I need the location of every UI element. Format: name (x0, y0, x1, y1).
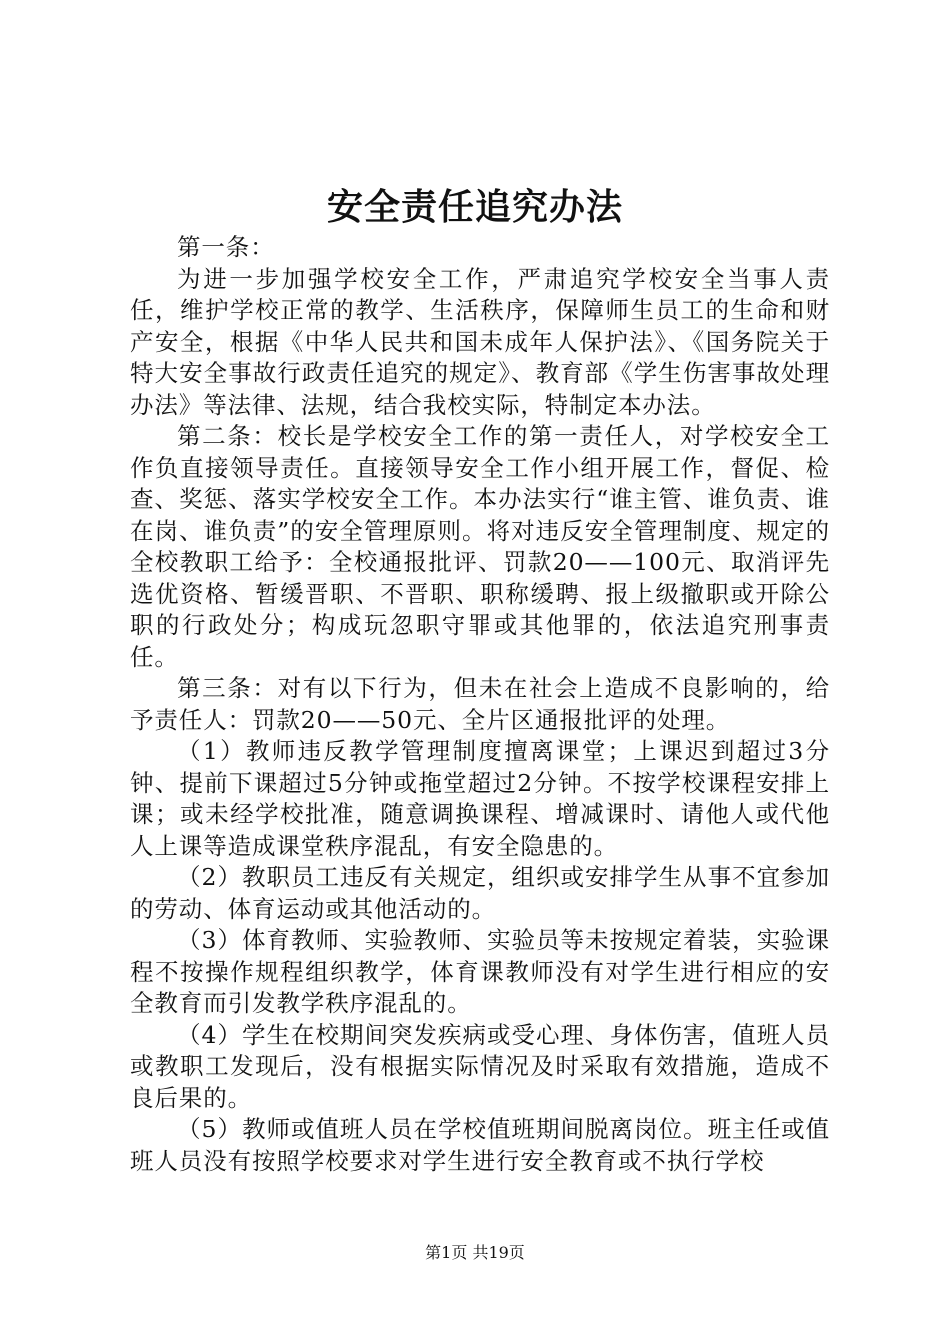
clause-2-text: （2）教职员工违反有关规定，组织或安排学生从事不宜参加的劳动、体育运动或其他活动的。 (130, 863, 830, 923)
clause-3-text: （3）体育教师、实验教师、实验员等未按规定着装，实验课程不按操作规程组织教学，体育课教师没有对学生进行相应的安全教育而引发教学秩序混乱的。 (130, 926, 830, 1017)
article-3-text: 第三条：对有以下行为，但未在社会上造成不良影响的，给予责任人：罚款20——50元、全片区通报批评的处理。 (130, 674, 830, 734)
article-1-heading: 第一条： (177, 233, 275, 261)
article-2-text: 第二条：校长是学校安全工作的第一责任人，对学校安全工作负直接领导责任。直接领导安全工作小组开展工作，督促、检查、奖惩、落实学校安全工作。本办法实行“谁主管、谁负责、谁在岗、谁负责”的安全管理原则。将对违反安全管理制度、规定的全校教职工给予：全校通报批评、罚款20——100元、取消评先选优资格、暂缓晋职、不晋职、职称缓聘、报上级撤职或开除公职的行政处分；构成玩忽职守罪或其他罪的，依法追究刑事责任。 (130, 422, 830, 671)
document-title: 安全责任追究办法 (326, 186, 623, 228)
page-number: 第1页 共19页 (425, 1243, 525, 1262)
clause-5-text: （5）教师或值班人员在学校值班期间脱离岗位。班主任或值班人员没有按照学校要求对学生进行安全教育或不执行学校 (130, 1115, 830, 1175)
document-body (130, 232, 830, 1177)
clause-4-text: （4）学生在校期间突发疾病或受心理、身体伤害，值班人员或教职工发现后，没有根据实际情况及时采取有效措施，造成不良后果的。 (130, 1020, 830, 1112)
article-1-text: 为进一步加强学校安全工作，严肃追究学校安全当事人责任，维护学校正常的教学、生活秩序，保障师生员工的生命和财产安全，根据《中华人民共和国未成年人保护法》、《国务院关于特大安全事故行政责任追究的规定》、教育部《学生伤害事故处理办法》等法律、法规，结合我校实际，特制定本办法。 (130, 264, 830, 419)
clause-1-text: （1）教师违反教学管理制度擅离课堂；上课迟到超过3分钟、提前下课超过5分钟或拖堂超过2分钟。不按学校课程安排上课；或未经学校批准，随意调换课程、增减课时、请他人或代他人上课等造成课堂秩序混乱，有安全隐患的。 (130, 737, 830, 860)
